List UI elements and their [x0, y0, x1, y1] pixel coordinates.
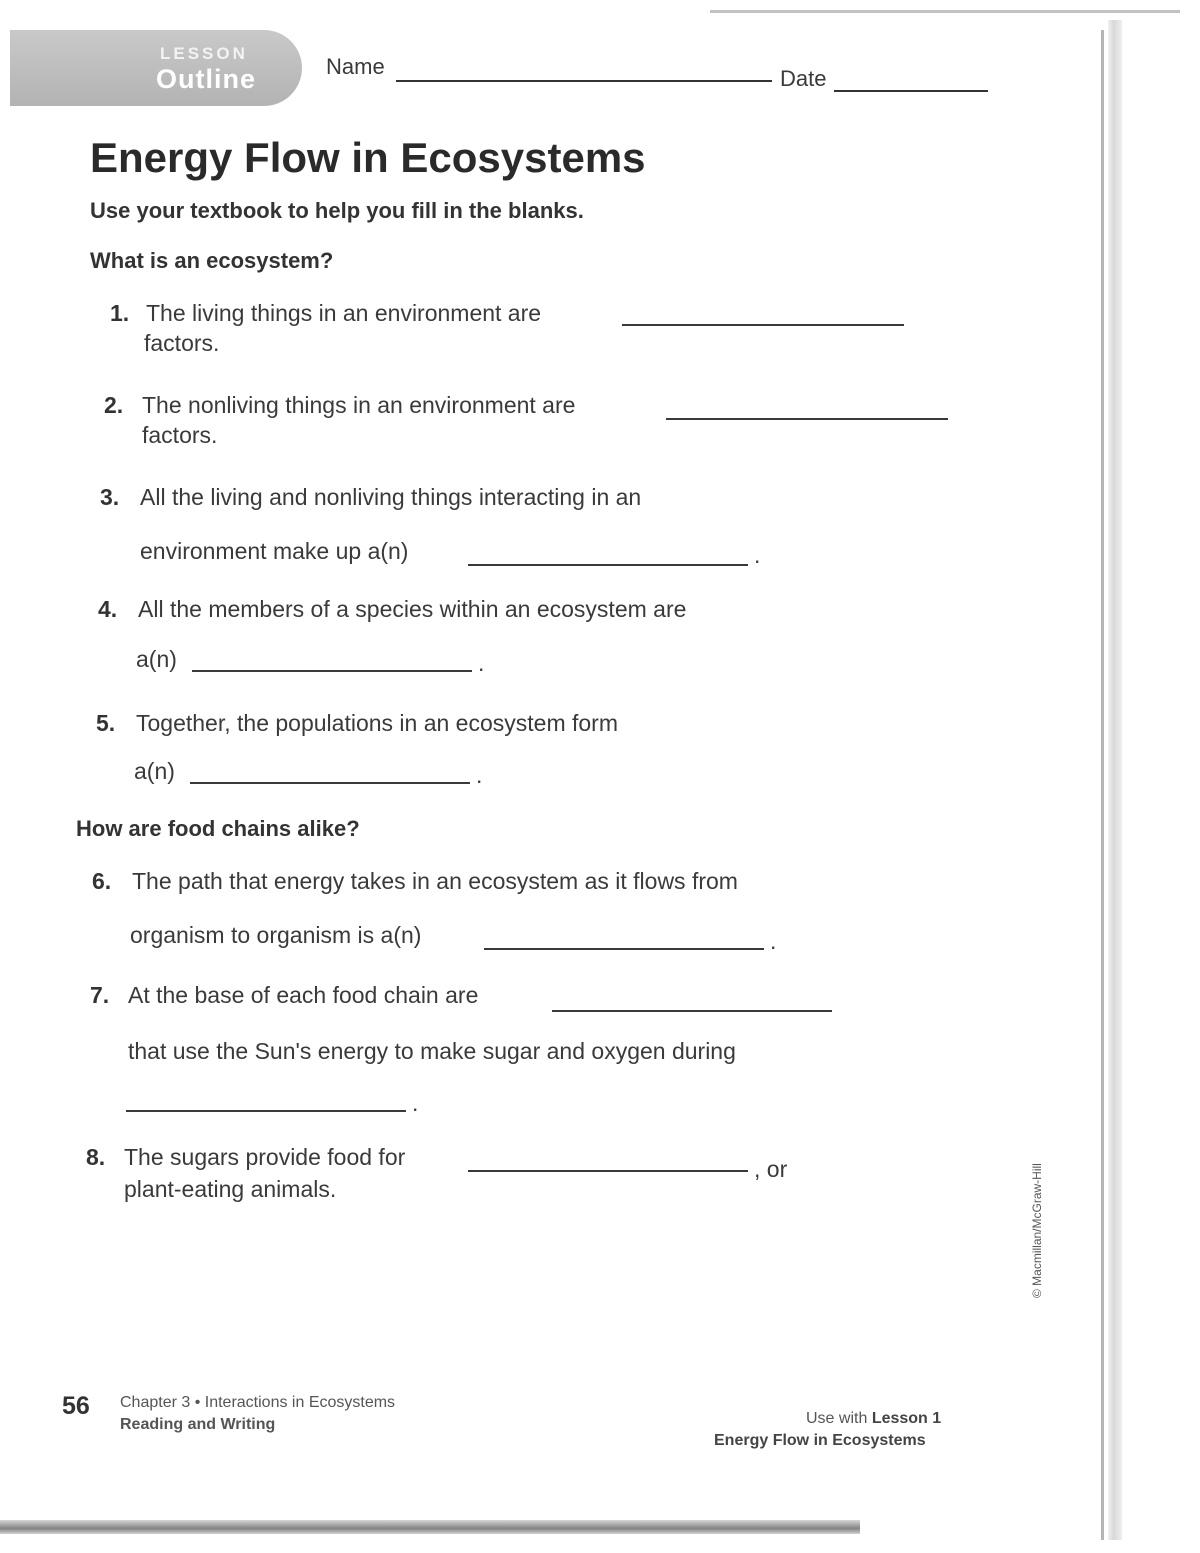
- lesson-outline-badge: [10, 30, 302, 106]
- footer-use-with-text: Use with: [806, 1410, 868, 1427]
- scan-right-edge-line: [1101, 30, 1104, 1540]
- scan-bottom-edge: [0, 1520, 860, 1534]
- name-field[interactable]: [396, 80, 772, 82]
- question-text-cont: environment make up a(n): [140, 538, 409, 564]
- answer-blank-1[interactable]: [622, 304, 904, 326]
- answer-blank-3[interactable]: [468, 544, 748, 566]
- period: .: [476, 762, 483, 788]
- name-label: Name: [326, 54, 385, 79]
- question-text-cont: plant-eating animals.: [124, 1176, 337, 1202]
- question-text-cont: a(n): [134, 758, 175, 784]
- scan-top-edge: [710, 10, 1180, 13]
- section-heading-food-chains: How are food chains alike?: [76, 816, 360, 841]
- badge-outline-text: Outline: [156, 64, 256, 94]
- question-number: 1.: [110, 300, 130, 326]
- question-text: All the members of a species within an ecosystem are: [138, 596, 687, 622]
- question-text-cont: factors.: [142, 422, 218, 448]
- question-number: 4.: [98, 596, 118, 622]
- page-number: 56: [62, 1392, 90, 1420]
- question-text: The nonliving things in an environment are: [142, 392, 576, 418]
- question-number: 7.: [90, 982, 110, 1008]
- period: .: [754, 542, 761, 568]
- question-text-cont: factors.: [144, 330, 220, 356]
- question-text-cont: a(n): [136, 646, 177, 672]
- question-number: 6.: [92, 868, 112, 894]
- question-number: 3.: [100, 484, 120, 510]
- question-number: 2.: [104, 392, 124, 418]
- footer-book: Reading and Writing: [120, 1416, 276, 1433]
- instructions: Use your textbook to help you fill in the blanks.: [90, 198, 584, 223]
- copyright-notice: © Macmillan/McGraw-Hill: [1030, 1163, 1044, 1298]
- date-field[interactable]: [834, 90, 988, 92]
- section-heading-ecosystem: What is an ecosystem?: [90, 248, 334, 273]
- answer-blank-5[interactable]: [190, 762, 470, 784]
- answer-blank-4[interactable]: [192, 650, 472, 672]
- period: .: [478, 650, 485, 676]
- answer-blank-8[interactable]: [468, 1150, 748, 1172]
- question-text: The path that energy takes in an ecosystem as it flows from: [132, 868, 738, 894]
- answer-blank-6[interactable]: [484, 928, 764, 950]
- question-number: 5.: [96, 710, 116, 736]
- question-text: Together, the populations in an ecosystem form: [136, 710, 619, 736]
- question-number: 8.: [86, 1144, 106, 1170]
- footer-lesson: Lesson 1: [871, 1410, 942, 1427]
- period: .: [770, 928, 777, 954]
- question-text: The living things in an environment are: [146, 300, 542, 326]
- question-text-cont: organism to organism is a(n): [130, 922, 422, 948]
- answer-blank-7a[interactable]: [552, 990, 832, 1012]
- footer-lesson-title: Energy Flow in Ecosystems: [714, 1432, 926, 1449]
- footer-use-with: [806, 1410, 941, 1428]
- page-title: Energy Flow in Ecosystems: [90, 134, 646, 181]
- date-label: Date: [780, 66, 827, 91]
- question-text: At the base of each food chain are: [128, 982, 479, 1008]
- period: .: [412, 1090, 419, 1116]
- answer-blank-7b[interactable]: [126, 1090, 406, 1112]
- footer-chapter: Chapter 3 • Interactions in Ecosystems: [120, 1394, 396, 1411]
- question-text: All the living and nonliving things interacting in an: [140, 484, 642, 510]
- question-text-end: , or: [754, 1156, 788, 1182]
- badge-lesson-text: LESSON: [160, 44, 248, 63]
- question-text: The sugars provide food for: [124, 1144, 406, 1170]
- answer-blank-2[interactable]: [666, 398, 948, 420]
- question-text-cont: that use the Sun's energy to make sugar and oxygen during: [128, 1038, 736, 1064]
- scan-right-edge: [1108, 20, 1122, 1540]
